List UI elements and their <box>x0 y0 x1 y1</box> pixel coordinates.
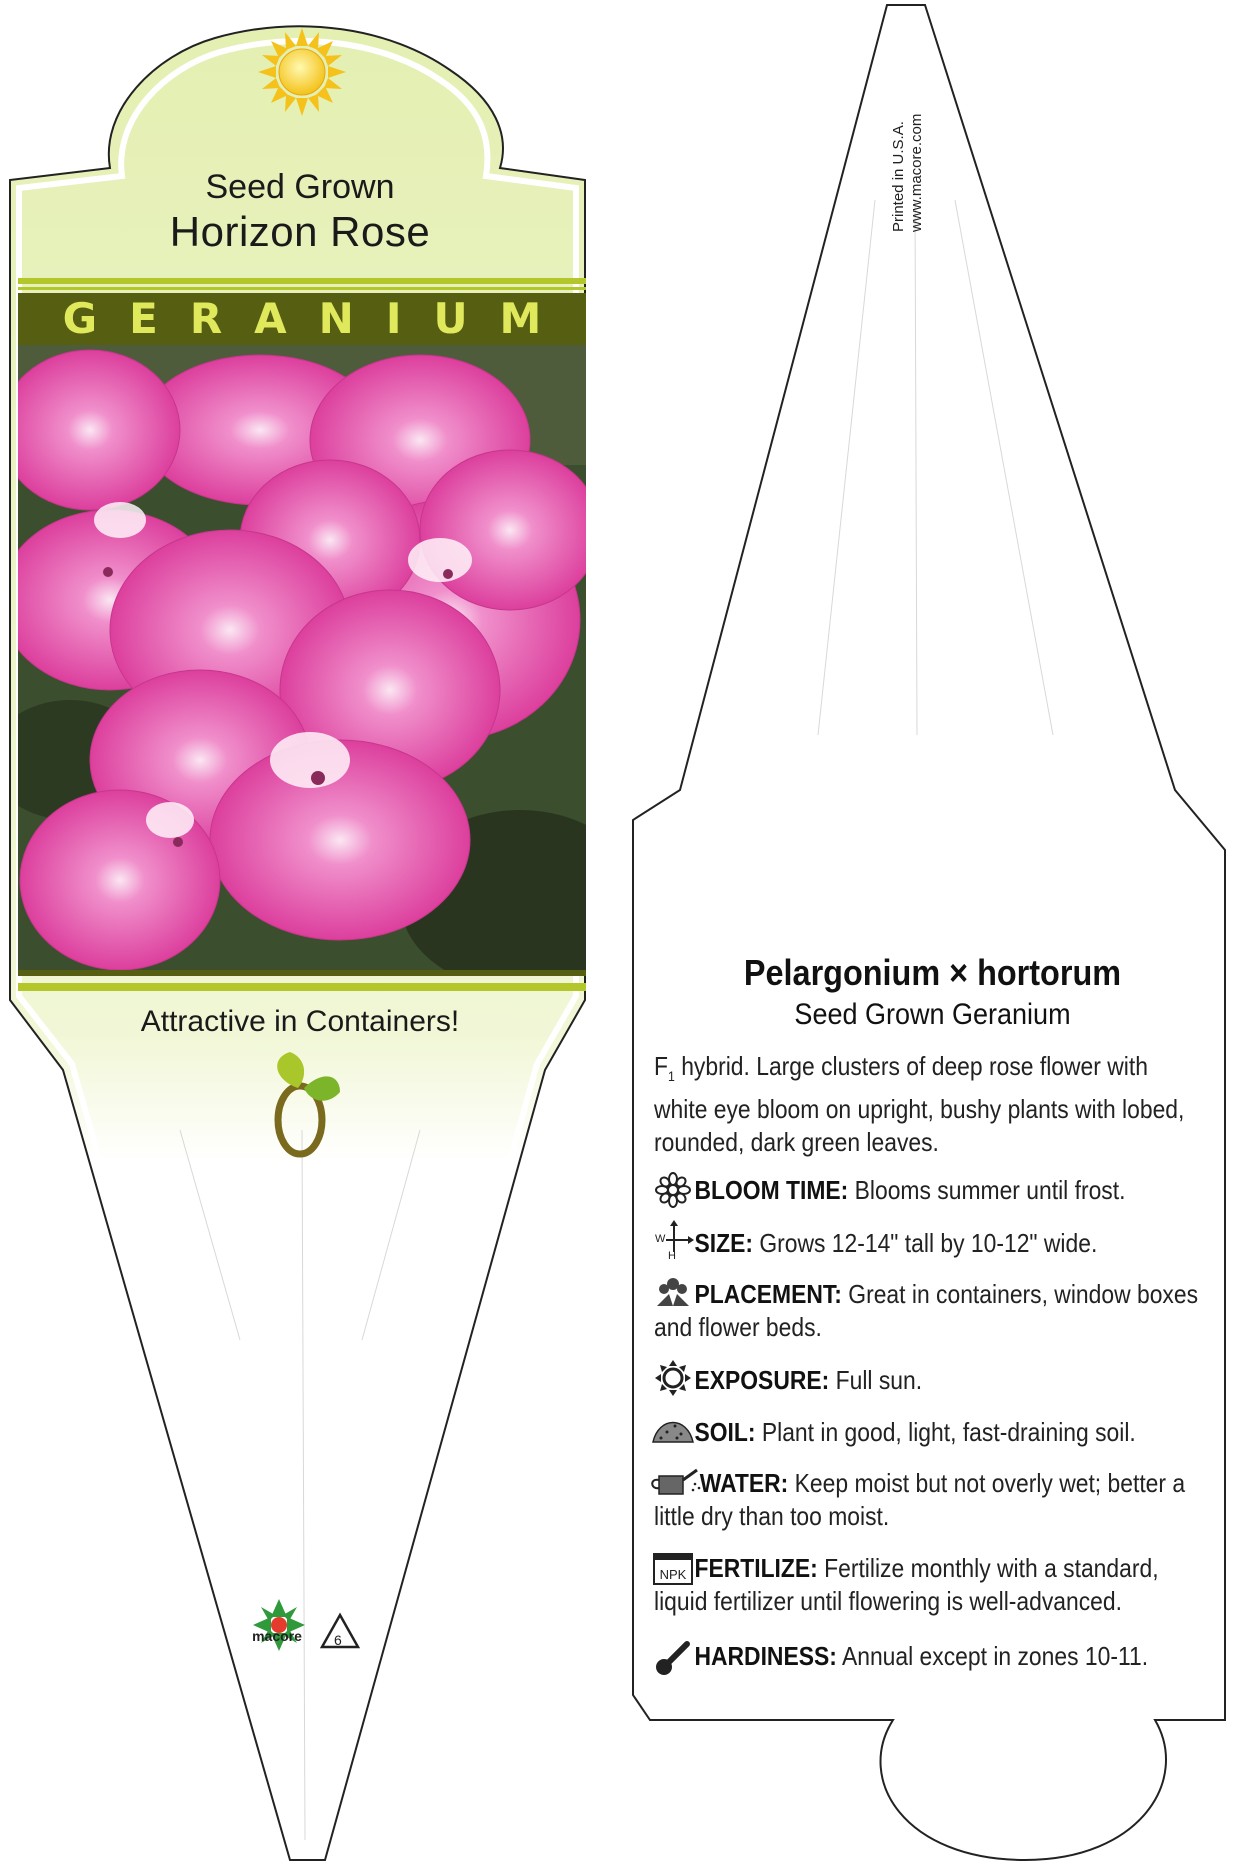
photo-bottom-bar <box>18 970 586 976</box>
printed-line2: www.macore.com <box>908 113 925 232</box>
attr-hardiness: HARDINESS: Annual except in zones 10-11. <box>694 1641 1149 1671</box>
sun-icon <box>258 28 346 116</box>
printed-line1: Printed in U.S.A. <box>890 121 907 232</box>
front-title-large: Horizon Rose <box>169 208 431 255</box>
description-subscript: 1 <box>667 1068 675 1085</box>
common-name: Seed Grown Geranium <box>794 998 1071 1031</box>
macore-logo-text: macore <box>252 1628 302 1644</box>
description-prefix: F <box>654 1051 668 1081</box>
bottom-stripe <box>18 983 586 991</box>
flower-photo <box>0 345 640 990</box>
attr-exposure: EXPOSURE: Full sun. <box>694 1365 923 1395</box>
genus-heading: GERANIUM <box>62 294 574 343</box>
top-stripe <box>18 278 586 284</box>
attr-fertilize: FERTILIZE: Fertilize monthly with a standard, liquid fertilizer until flowering is well-advanced. <box>654 1553 1159 1616</box>
recycle-number: 6 <box>334 1632 342 1648</box>
attr-soil: SOIL: Plant in good, light, fast-draining soil. <box>694 1417 1136 1447</box>
size-width-label: W <box>655 1233 666 1245</box>
attr-size: SIZE: Grows 12-14" tall by 10-12" wide. <box>694 1228 1098 1258</box>
npk-label: NPK <box>659 1567 687 1582</box>
scientific-name: Pelargonium × hortorum <box>743 952 1122 993</box>
attr-placement: PLACEMENT: Great in containers, window boxes and flower beds. <box>654 1279 1199 1342</box>
printed-info <box>890 0 926 232</box>
attr-bloom-time: BLOOM TIME: Blooms summer until frost. <box>694 1175 1126 1205</box>
description-text: hybrid. Large clusters of deep rose flower with white eye bloom on upright, bushy plants with lobed, rounded, dark green leaves. <box>654 1051 1185 1158</box>
plant-description <box>654 1050 1202 1159</box>
size-height-label: H <box>668 1250 676 1262</box>
tagline: Attractive in Containers! <box>140 1005 460 1038</box>
attr-water: WATER: Keep moist but not overly wet; better a little dry than too moist. <box>654 1468 1186 1531</box>
front-title-small: Seed Grown <box>205 168 395 206</box>
top-stripe-thin <box>18 287 586 290</box>
